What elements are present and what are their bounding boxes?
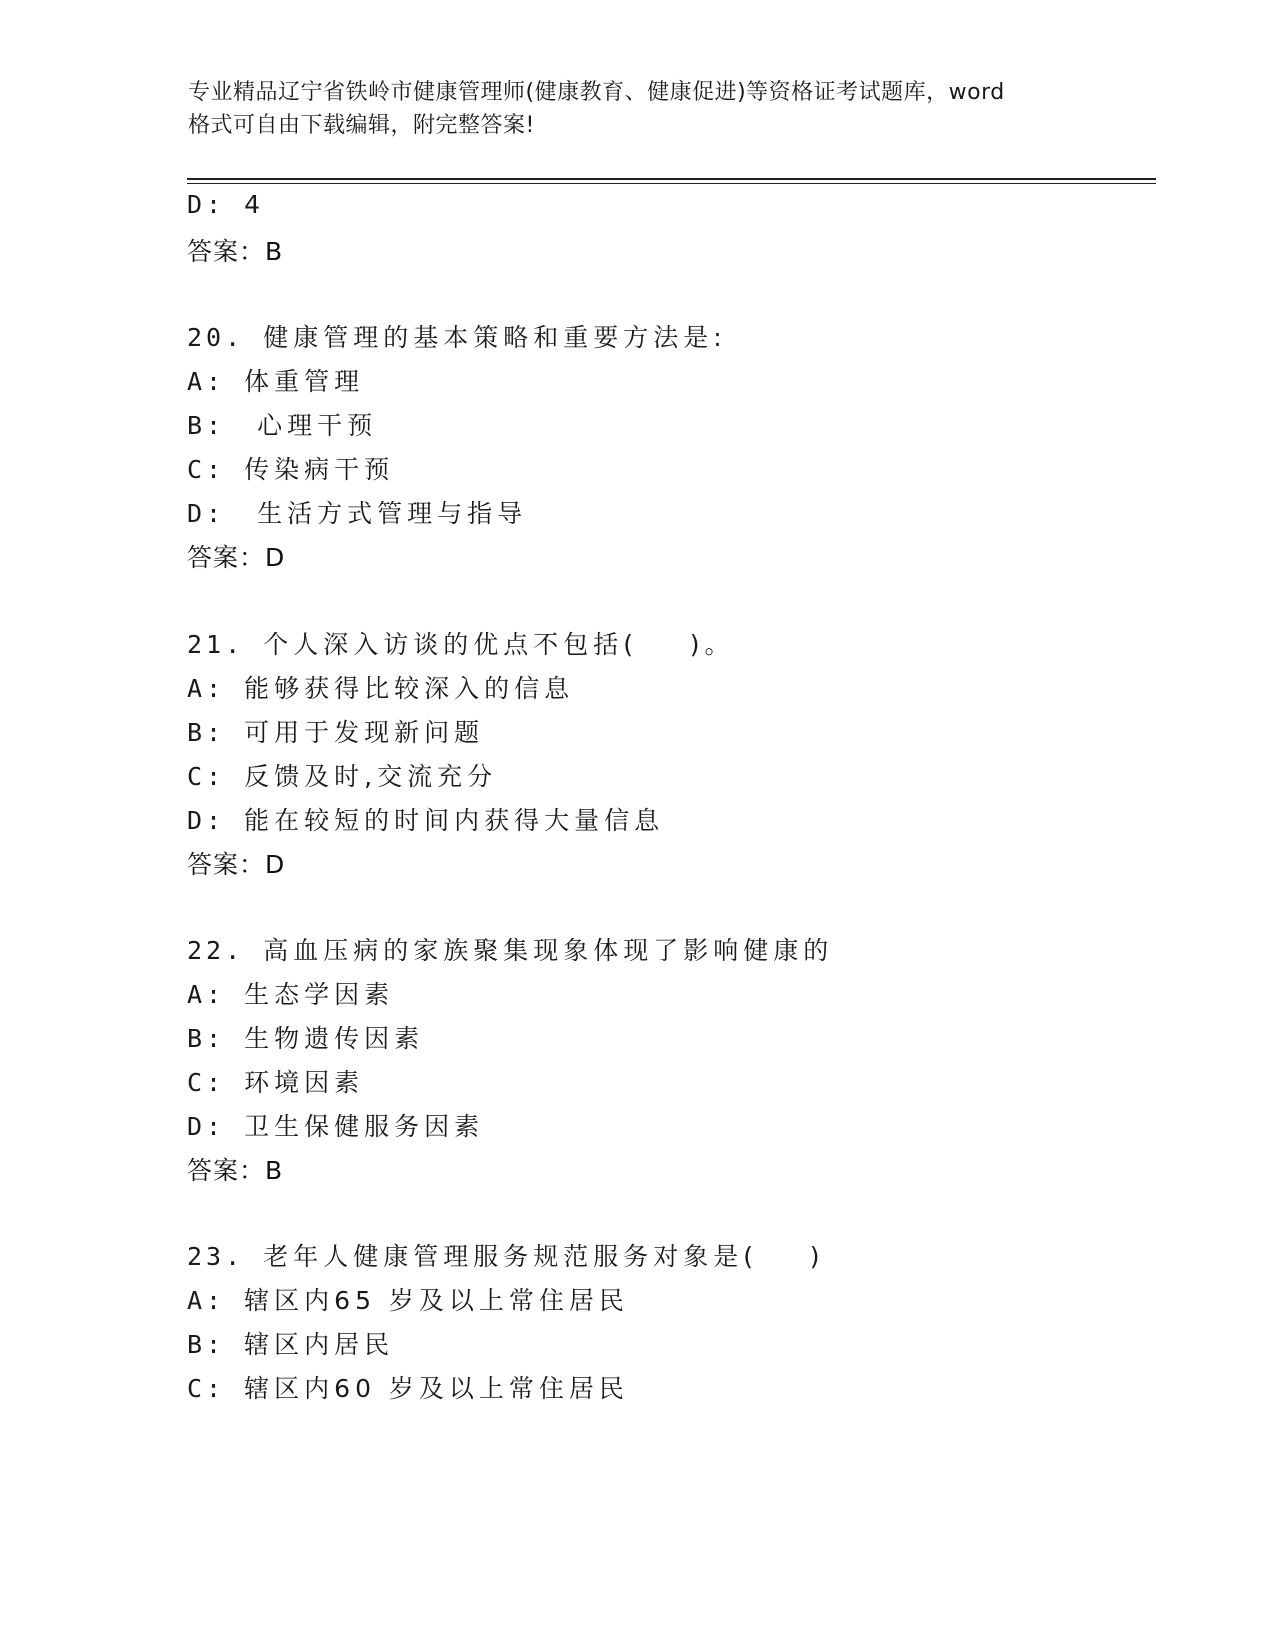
q22-option-c: C: 环境因素 [187, 1068, 365, 1097]
q21-answer: 答案：D [187, 850, 286, 879]
q20-option-c: C: 传染病干预 [187, 455, 395, 484]
q22-option-d: D: 卫生保健服务因素 [187, 1112, 485, 1141]
q21-stem: 21. 个人深入访谈的优点不包括( )。 [187, 630, 735, 659]
q20-stem: 20. 健康管理的基本策略和重要方法是: [187, 323, 727, 352]
prev-option-d: D: 4 [187, 190, 266, 219]
q22-answer: 答案：B [187, 1156, 284, 1185]
prev-answer: 答案：B [187, 237, 284, 266]
q23-option-b: B: 辖区内居民 [187, 1330, 395, 1359]
header-rule-thin [187, 183, 1156, 184]
header-line-2: 格式可自由下载编辑，附完整答案! [188, 113, 535, 138]
q23-option-a: A: 辖区内65 岁及以上常住居民 [187, 1286, 629, 1315]
q22-option-b: B: 生物遗传因素 [187, 1024, 425, 1053]
q20-option-b: B: 心理干预 [187, 411, 378, 440]
q20-answer: 答案：D [187, 543, 286, 572]
header-rule-thick [187, 178, 1156, 180]
q23-option-c: C: 辖区内60 岁及以上常住居民 [187, 1374, 629, 1403]
q21-option-b: B: 可用于发现新问题 [187, 718, 485, 747]
q20-option-a: A: 体重管理 [187, 367, 365, 396]
q21-option-c: C: 反馈及时,交流充分 [187, 762, 498, 791]
header-line-1: 专业精品辽宁省铁岭市健康管理师(健康教育、健康促进)等资格证考试题库，word [188, 80, 1005, 105]
q20-option-d: D: 生活方式管理与指导 [187, 499, 528, 528]
q22-option-a: A: 生态学因素 [187, 980, 395, 1009]
q23-stem: 23. 老年人健康管理服务规范服务对象是( ) [187, 1242, 825, 1271]
q21-option-a: A: 能够获得比较深入的信息 [187, 674, 575, 703]
document-header [188, 76, 1088, 142]
q21-option-d: D: 能在较短的时间内获得大量信息 [187, 806, 665, 835]
q22-stem: 22. 高血压病的家族聚集现象体现了影响健康的 [187, 936, 834, 965]
